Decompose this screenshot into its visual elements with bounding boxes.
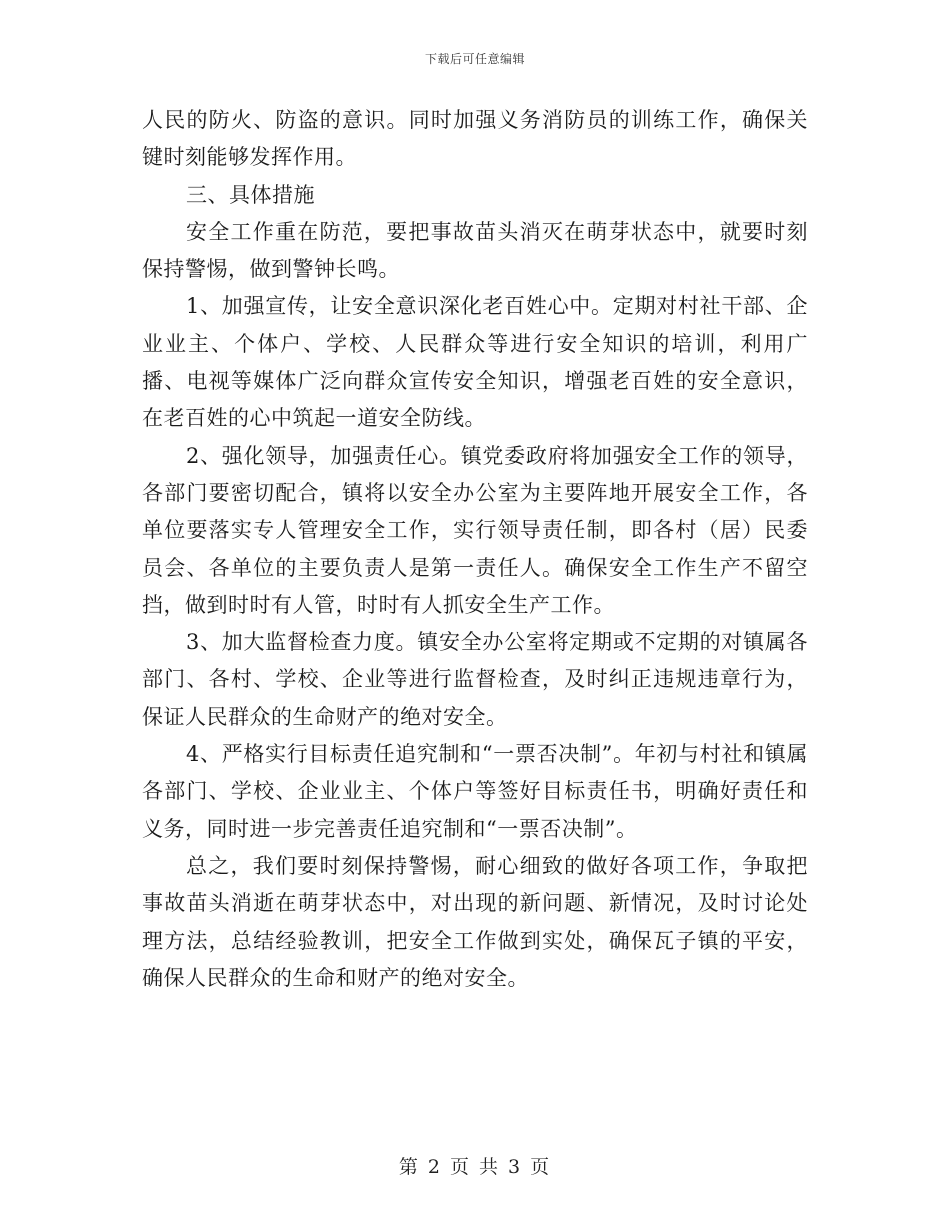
paragraph-continuation: 人民的防火、防盗的意识。同时加强义务消防员的训练工作，确保关键时刻能够发挥作用。 bbox=[142, 108, 808, 170]
page-number-footer: 第 2 页 共 3 页 bbox=[398, 1156, 552, 1178]
paragraph-intro: 安全工作重在防范，要把事故苗头消灭在萌芽状态中，就要时刻保持警惕，做到警钟长鸣。 bbox=[142, 219, 808, 282]
document-body bbox=[142, 102, 808, 997]
paragraph-measure-3: 3、加大监督检查力度。镇安全办公室将定期或不定期的对镇属各部门、各村、学校、企业等进行监督检查，及时纠正违规违章行为，保证人民群众的生命财产的绝对安全。 bbox=[142, 630, 808, 729]
paragraph-measure-2: 2、强化领导，加强责任心。镇党委政府将加强安全工作的领导，各部门要密切配合，镇将以安全办公室为主要阵地开展安全工作，各单位要落实专人管理安全工作，实行领导责任制，即各村（居）民委员会、各单位的主要负责人是第一责任人。确保安全工作生产不留空挡，做到时时有人管，时时有人抓安全生产工作。 bbox=[142, 443, 808, 617]
page-header: 下载后可任意编辑 bbox=[424, 52, 525, 66]
paragraph-measure-4: 4、严格实行目标责任追究制和“一票否决制”。年初与村社和镇属各部门、学校、企业业主、个体户等签好目标责任书，明确好责任和义务，同时进一步完善责任追究制和“一票否决制”。 bbox=[142, 742, 808, 841]
paragraph-measure-1: 1、加强宣传，让安全意识深化老百姓心中。定期对村社干部、企业业主、个体户、学校、人民群众等进行安全知识的培训，利用广播、电视等媒体广泛向群众宣传安全知识，增强老百姓的安全意识，在老百姓的心中筑起一道安全防线。 bbox=[142, 294, 808, 431]
paragraph-conclusion: 总之，我们要时刻保持警惕，耐心细致的做好各项工作，争取把事故苗头消逝在萌芽状态中，对出现的新问题、新情况，及时讨论处理方法，总结经验教训，把安全工作做到实处，确保瓦子镇的平安，确保人民群众的生命和财产的绝对安全。 bbox=[142, 853, 808, 990]
section-heading: 三、具体措施 bbox=[186, 182, 315, 207]
